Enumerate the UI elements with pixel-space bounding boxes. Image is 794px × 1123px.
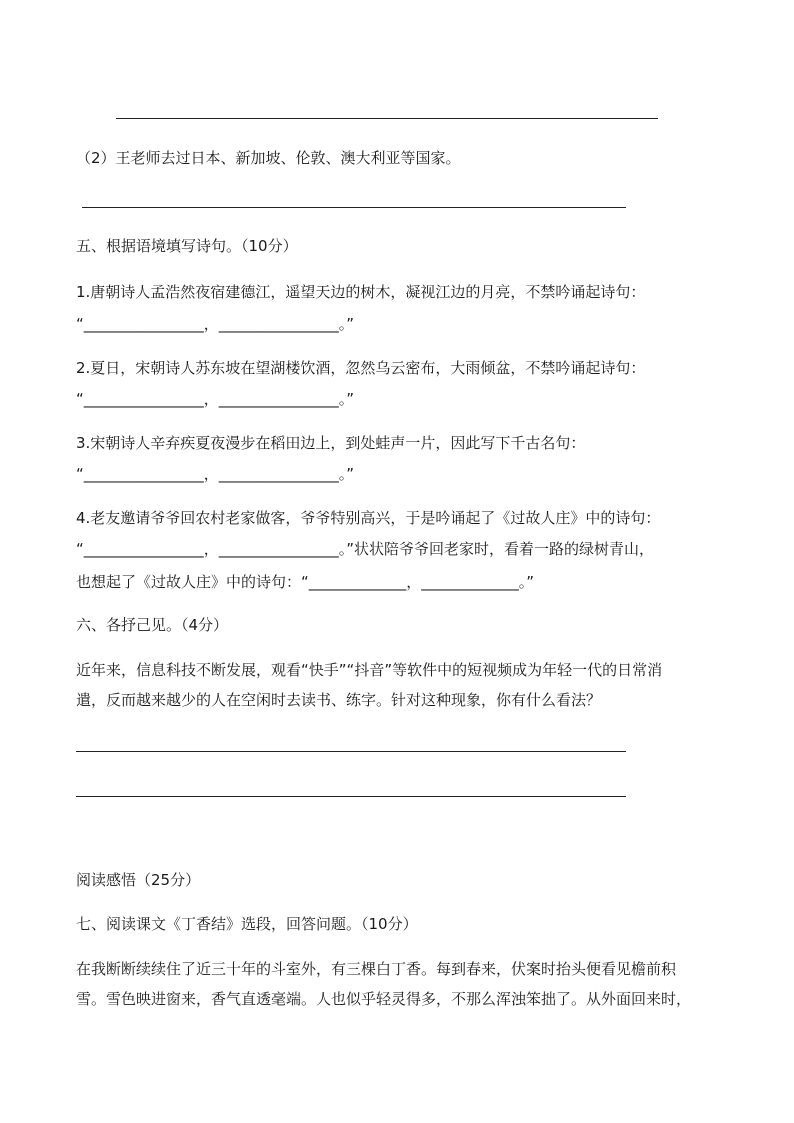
q5-item2-text: 2.夏日，宋朝诗人苏东坡在望湖楼饮酒，忽然乌云密布，大雨倾盆，不禁吟诵起诗句： bbox=[76, 359, 646, 377]
q5-item4-line3[interactable]: 也想起了《过故人庄》中的诗句：“_____________，_____________。” bbox=[76, 573, 535, 591]
q7-heading: 七、阅读课文《丁香结》选段，回答问题。（10分） bbox=[76, 915, 418, 933]
answer-line-4[interactable] bbox=[76, 796, 626, 797]
q5-item4-line2[interactable]: “________________，________________。”状状陪爷爷回老家时，看着一路的绿树青山， bbox=[76, 540, 655, 558]
q7-para-line1: 在我断断续续住了近三十年的斗室外，有三棵白丁香。每到春来，伏案时抬头便看见檐前积 bbox=[76, 960, 677, 978]
q7-para-line2: 雪。雪色映进窗来，香气直透毫端。人也似乎轻灵得多，不那么浑浊笨拙了。从外面回来时， bbox=[76, 990, 692, 1008]
q5-item3-text: 3.宋朝诗人辛弃疾夏夜漫步在稻田边上，到处蛙声一片，因此写下千古名句： bbox=[76, 434, 586, 452]
q5-item1-blank[interactable]: “________________，________________。” bbox=[76, 315, 355, 333]
q6-para-line2: 遣，反而越来越少的人在空闲时去读书、练字。针对这种现象，你有什么看法？ bbox=[76, 691, 602, 709]
q5-item1-text: 1.唐朝诗人孟浩然夜宿建德江，遥望天边的树木，凝视江边的月亮，不禁吟诵起诗句： bbox=[76, 283, 646, 301]
q5-item2-blank[interactable]: “________________，________________。” bbox=[76, 390, 355, 408]
answer-line-3[interactable] bbox=[76, 751, 626, 752]
q6-para-line1: 近年来，信息科技不断发展，观看“快手”“抖音”等软件中的短视频成为年轻一代的日常消 bbox=[76, 661, 663, 679]
answer-line-1[interactable] bbox=[116, 118, 658, 119]
q6-heading: 六、各抒己见。（4分） bbox=[76, 616, 229, 634]
section-title: 阅读感悟（25分） bbox=[76, 871, 201, 889]
q5-item3-blank[interactable]: “________________，________________。” bbox=[76, 465, 355, 483]
q5-heading: 五、根据语境填写诗句。（10分） bbox=[76, 237, 298, 255]
q4-item2-text: （2）王老师去过日本、新加坡、伦敦、澳大利亚等国家。 bbox=[76, 149, 461, 167]
q5-item4-text: 4.老友邀请爷爷回农村老家做客，爷爷特别高兴，于是吟诵起了《过故人庄》中的诗句： bbox=[76, 509, 661, 527]
answer-line-2[interactable] bbox=[82, 207, 626, 208]
